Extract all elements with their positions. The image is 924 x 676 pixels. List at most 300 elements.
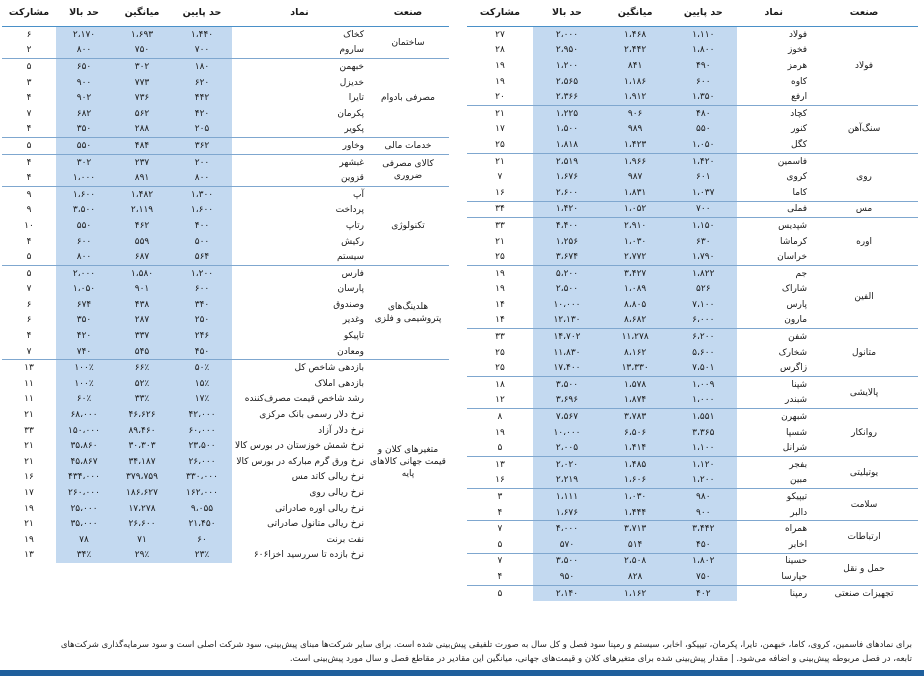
low-cell: ۷،۵۰۱ — [669, 360, 737, 376]
high-cell: ۴۲۰ — [56, 328, 112, 344]
low-cell: ۱،۰۰۹ — [669, 377, 737, 393]
high-cell: ۱،۵۰۰ — [533, 122, 601, 138]
low-cell: ۱،۴۲۰ — [669, 153, 737, 169]
sector-cell: ساختمان — [391, 37, 425, 48]
low-cell: ۱،۴۴۰ — [172, 27, 232, 43]
average-cell: ۱،۴۲۳ — [601, 137, 669, 153]
sector-cell: روی — [810, 153, 918, 201]
low-cell: ۳۴۰ — [172, 297, 232, 313]
average-cell: ۲۶،۶۰۰ — [112, 516, 172, 532]
average-cell: ۱،۴۸۵ — [601, 457, 669, 473]
participation-cell: ۳۴ — [467, 201, 533, 218]
high-cell: ۶۸،۰۰۰ — [56, 407, 112, 423]
high-cell: ۵۷۰ — [533, 537, 601, 553]
symbol-cell: وخاور — [232, 138, 367, 155]
symbol-cell: شخارک — [778, 347, 808, 358]
average-cell: ۳۰۲ — [112, 59, 172, 75]
high-cell: ۲،۲۱۹ — [533, 473, 601, 489]
average-cell: ۲،۴۴۲ — [601, 43, 669, 59]
symbol-cell: کاوه — [790, 76, 808, 87]
table-row — [467, 27, 918, 43]
participation-cell: ۱۱ — [24, 394, 34, 405]
average-cell: ۸۹۱ — [112, 170, 172, 186]
high-cell: ۲،۱۴۰ — [533, 585, 601, 601]
low-cell: ۱،۳۰۰ — [172, 186, 232, 202]
high-cell: ۱،۶۰۰ — [56, 186, 112, 202]
table-row — [467, 553, 918, 569]
sector-cell: تجهیزات صنعتی — [810, 585, 918, 601]
high-cell: ۳۵۰ — [56, 122, 112, 138]
high-cell: ۴،۴۰۰ — [533, 218, 601, 234]
average-cell: ۳۷۹،۷۵۹ — [112, 470, 172, 486]
average-cell: ۹۰۱ — [112, 282, 172, 298]
sector-cell: سلامت — [810, 489, 918, 521]
participation-cell: ۶ — [26, 315, 32, 326]
participation-cell: ۱۴ — [495, 315, 505, 326]
symbol-cell: نفت برنت — [326, 534, 364, 545]
high-cell: ۹۰۲ — [56, 90, 112, 106]
high-cell: ۳،۵۰۰ — [533, 553, 601, 569]
symbol-cell: خراسان — [777, 252, 808, 263]
table-row — [467, 105, 918, 121]
low-cell: ۹۸۰ — [669, 489, 737, 505]
high-cell: ۶۰٪ — [56, 392, 112, 408]
symbol-cell: شرانل — [782, 443, 808, 454]
average-cell: ۱،۹۱۲ — [601, 89, 669, 105]
average-cell: ۱،۵۷۸ — [601, 377, 669, 393]
high-cell: ۸۰۰ — [56, 249, 112, 265]
average-cell: ۳۳۷ — [112, 328, 172, 344]
participation-cell: ۲۷ — [495, 29, 505, 40]
average-cell: ۱،۱۸۶ — [601, 74, 669, 90]
participation-cell: ۴ — [26, 124, 32, 135]
participation-cell: ۲ — [26, 45, 32, 56]
participation-cell: ۱۰ — [24, 220, 34, 231]
low-cell: ۷۰۰ — [172, 43, 232, 59]
average-cell: ۱،۸۷۴ — [601, 393, 669, 409]
average-cell: ۱۸۶،۶۲۷ — [112, 485, 172, 501]
sector-cell: اوره — [810, 218, 918, 266]
symbol-cell: شبهرن — [737, 409, 810, 425]
high-cell: ۱۰۰٪ — [56, 360, 112, 376]
symbol-cell: فاسمین — [737, 153, 810, 169]
symbol-cell: بازدهی املاک — [314, 378, 364, 389]
table-row — [467, 153, 918, 169]
table-row — [467, 489, 918, 505]
footer-bar — [0, 670, 924, 676]
table-row — [2, 186, 449, 202]
average-cell: ۳،۷۸۳ — [601, 409, 669, 425]
high-cell: ۳۵،۸۶۰ — [56, 438, 112, 454]
participation-cell: ۷ — [467, 521, 533, 537]
low-cell: ۴۰۰ — [172, 218, 232, 234]
average-cell: ۹۸۹ — [601, 122, 669, 138]
symbol-cell: کرماشا — [779, 236, 808, 247]
symbol-cell: فولاد — [788, 29, 808, 40]
low-cell: ۷۵۰ — [669, 569, 737, 585]
participation-cell: ۱۳ — [2, 360, 56, 376]
symbol-cell: خدیزل — [339, 77, 364, 88]
participation-cell: ۷ — [26, 346, 32, 357]
low-cell: ۱۷٪ — [172, 392, 232, 408]
low-cell: ۲۶،۰۰۰ — [172, 454, 232, 470]
average-cell: ۷۱ — [112, 532, 172, 548]
symbol-cell: نرخ ریالی کاتد مس — [291, 472, 364, 483]
participation-cell: ۱۶ — [24, 472, 34, 483]
high-cell: ۱۴،۷۰۲ — [533, 329, 601, 345]
participation-cell: ۱۳ — [24, 550, 34, 561]
high-cell: ۲،۵۶۵ — [533, 74, 601, 90]
high-cell: ۵۵۰ — [56, 138, 112, 155]
symbol-cell: شاراک — [781, 284, 808, 295]
participation-cell: ۲۵ — [495, 363, 505, 374]
average-cell: ۱،۴۶۸ — [601, 27, 669, 43]
symbol-cell: رمپنا — [737, 585, 810, 601]
sector-cell: فولاد — [854, 60, 874, 71]
average-cell: ۵۶۲ — [112, 106, 172, 122]
high-cell: ۱،۲۰۰ — [533, 58, 601, 74]
low-cell: ۵۰٪ — [172, 360, 232, 376]
low-cell: ۱،۰۵۰ — [669, 137, 737, 153]
high-cell: ۷،۵۶۷ — [533, 409, 601, 425]
footnote-line-1: برای نمادهای فاسمین، کروی، کاما، خبهمن، تایرا، پکرمان، تیپیکو، اخابر، سیستم و رمپنا سود فصل و کل سال به صورت تلفیقی پیش‌بینی شده است. برای سایر شرکت‌ها مبنای پیش‌بینی، سود شرکت اصلی است و سود سرمایه‌گذاری شرکت‌های — [60, 640, 912, 650]
table-row — [467, 201, 918, 218]
average-cell: ۲،۷۷۲ — [601, 249, 669, 265]
participation-cell: ۱۸ — [467, 377, 533, 393]
high-cell: ۱،۰۰۰ — [56, 170, 112, 186]
symbol-cell: کگل — [791, 139, 808, 150]
header-participation: مشارکت — [2, 0, 56, 27]
high-cell: ۷۸ — [56, 532, 112, 548]
average-cell: ۸،۱۶۲ — [601, 345, 669, 361]
symbol-cell: رتاپ — [345, 220, 364, 231]
header-symbol: نماد — [737, 0, 810, 27]
symbol-cell: نرخ دلار آزاد — [318, 425, 364, 436]
symbol-cell: سیستم — [337, 252, 364, 263]
table-row — [467, 585, 918, 601]
low-cell: ۱،۱۰۰ — [669, 440, 737, 456]
low-cell: ۲۵۰ — [172, 313, 232, 329]
average-cell: ۱،۰۵۲ — [601, 201, 669, 218]
high-cell: ۳،۶۷۴ — [533, 249, 601, 265]
symbol-cell: نرخ بازده تا سررسید اخزا۶۰۶ — [253, 550, 364, 561]
high-cell: ۶۵۰ — [56, 59, 112, 75]
sector-cell: یوتیلیتی — [810, 457, 918, 489]
sector-cell: مصرفی بادوام — [367, 59, 449, 138]
average-cell: ۱،۰۳۰ — [601, 489, 669, 505]
sector-cell: کالای مصرفی ضروری — [367, 154, 449, 186]
table-row — [467, 409, 918, 425]
participation-cell: ۷ — [26, 284, 32, 295]
participation-cell: ۵ — [2, 138, 56, 155]
low-cell: ۲۳٪ — [172, 548, 232, 564]
symbol-cell: شپنا — [737, 377, 810, 393]
high-cell: ۲۶۰،۰۰۰ — [56, 485, 112, 501]
high-cell: ۹۵۰ — [533, 569, 601, 585]
high-cell: ۱۷،۴۰۰ — [533, 360, 601, 376]
average-cell: ۸،۶۸۲ — [601, 313, 669, 329]
participation-cell: ۵ — [497, 539, 503, 550]
participation-cell: ۵ — [26, 252, 32, 263]
average-cell: ۲۸۸ — [112, 122, 172, 138]
low-cell: ۳۳۰،۰۰۰ — [172, 470, 232, 486]
symbol-cell: کروی — [786, 172, 808, 183]
symbol-cell: پکویر — [344, 124, 364, 135]
low-cell: ۶۰ — [172, 532, 232, 548]
table-row — [2, 154, 449, 170]
high-cell: ۲۵،۰۰۰ — [56, 501, 112, 517]
average-cell: ۸۲۸ — [601, 569, 669, 585]
symbol-cell: شپدیس — [737, 218, 810, 234]
low-cell: ۵۵۰ — [669, 122, 737, 138]
forecast-table-right — [467, 0, 918, 601]
low-cell: ۲۱،۴۵۰ — [172, 516, 232, 532]
high-cell: ۱،۲۲۵ — [533, 105, 601, 121]
participation-cell: ۲۰ — [495, 92, 505, 103]
symbol-cell: جم — [737, 265, 810, 281]
low-cell: ۶،۰۰۰ — [669, 313, 737, 329]
low-cell: ۵۲۶ — [669, 282, 737, 298]
sector-cell: الفین — [810, 265, 918, 328]
participation-cell: ۸ — [467, 409, 533, 425]
participation-cell: ۱۹ — [495, 284, 505, 295]
table-row — [467, 329, 918, 345]
participation-cell: ۷ — [497, 172, 503, 183]
symbol-cell: آپ — [232, 186, 367, 202]
low-cell: ۶۰،۰۰۰ — [172, 423, 232, 439]
participation-cell: ۱۶ — [495, 187, 505, 198]
participation-cell: ۳۳ — [24, 425, 34, 436]
high-cell: ۶۰۰ — [56, 234, 112, 250]
low-cell: ۴۲،۰۰۰ — [172, 407, 232, 423]
symbol-cell: فخوز — [787, 45, 808, 56]
participation-cell: ۲۱ — [24, 441, 34, 452]
header-symbol: نماد — [232, 0, 367, 27]
high-cell: ۳۴٪ — [56, 548, 112, 564]
symbol-cell: کخاک — [343, 29, 364, 40]
average-cell: ۲،۹۱۰ — [601, 218, 669, 234]
symbol-cell: شفن — [737, 329, 810, 345]
high-cell: ۲،۰۲۰ — [533, 457, 601, 473]
table-row — [2, 59, 449, 75]
symbol-cell: وصندوق — [333, 299, 364, 310]
high-cell: ۳۵،۰۰۰ — [56, 516, 112, 532]
participation-cell: ۱۹ — [24, 534, 34, 545]
participation-cell: ۳۳ — [467, 218, 533, 234]
participation-cell: ۴ — [497, 571, 503, 582]
average-cell: ۱۱،۲۷۸ — [601, 329, 669, 345]
high-cell: ۳،۶۹۶ — [533, 393, 601, 409]
table-row — [2, 138, 449, 155]
symbol-cell: تاپیکو — [343, 331, 364, 342]
low-cell: ۹،۰۵۵ — [172, 501, 232, 517]
low-cell: ۱،۱۱۰ — [669, 27, 737, 43]
low-cell: ۱،۳۵۰ — [669, 89, 737, 105]
low-cell: ۷،۱۰۰ — [669, 297, 737, 313]
high-cell: ۲،۹۵۰ — [533, 43, 601, 59]
symbol-cell: ساروم — [339, 45, 364, 56]
low-cell: ۱،۱۲۰ — [669, 457, 737, 473]
low-cell: ۶۲۰ — [172, 75, 232, 91]
average-cell: ۱،۶۰۶ — [601, 473, 669, 489]
symbol-cell: دالبر — [790, 507, 808, 518]
symbol-cell: حسینا — [737, 553, 810, 569]
high-cell: ۱۲،۱۳۰ — [533, 313, 601, 329]
high-cell: ۶۸۲ — [56, 106, 112, 122]
participation-cell: ۱۹ — [24, 503, 34, 514]
low-cell: ۲۰۰ — [172, 154, 232, 170]
participation-cell: ۵ — [467, 585, 533, 601]
table-row — [2, 265, 449, 281]
low-cell: ۶۰۱ — [669, 169, 737, 185]
high-cell: ۱،۲۵۶ — [533, 234, 601, 250]
symbol-cell: هرمز — [787, 60, 808, 71]
sector-cell: ارتباطات — [810, 521, 918, 553]
participation-cell: ۴ — [26, 236, 32, 247]
symbol-cell: زاگرس — [779, 363, 808, 374]
symbol-cell: نرخ ریالی روی — [309, 488, 364, 499]
participation-cell: ۱۲ — [495, 395, 505, 406]
participation-cell: ۲۸ — [495, 45, 505, 56]
high-cell: ۱،۱۱۱ — [533, 489, 601, 505]
low-cell: ۹۰۰ — [669, 505, 737, 521]
low-cell: ۱،۷۹۰ — [669, 249, 737, 265]
symbol-cell: نرخ شمش خوزستان در بورس کالا — [235, 441, 364, 452]
high-cell: ۳،۵۰۰ — [533, 377, 601, 393]
low-cell: ۳،۴۴۲ — [669, 521, 737, 537]
participation-cell: ۱۹ — [495, 427, 505, 438]
average-cell: ۱،۴۸۲ — [112, 186, 172, 202]
table-row — [467, 377, 918, 393]
average-cell: ۱،۹۶۶ — [601, 153, 669, 169]
average-cell: ۱،۴۴۴ — [601, 505, 669, 521]
low-cell: ۱،۱۵۰ — [669, 218, 737, 234]
participation-cell: ۶ — [26, 299, 32, 310]
average-cell: ۹۸۷ — [601, 169, 669, 185]
low-cell: ۱۸۰ — [172, 59, 232, 75]
participation-cell: ۷ — [26, 108, 32, 119]
symbol-cell: نرخ دلار رسمی بانک مرکزی — [259, 410, 364, 421]
low-cell: ۴۸۰ — [669, 105, 737, 121]
symbol-cell: پارس — [786, 299, 808, 310]
high-cell: ۲،۰۰۵ — [533, 440, 601, 456]
low-cell: ۱،۲۰۰ — [669, 473, 737, 489]
high-cell: ۱،۶۷۶ — [533, 505, 601, 521]
participation-cell: ۱۹ — [495, 76, 505, 87]
average-cell: ۱،۸۳۱ — [601, 185, 669, 201]
average-cell: ۴۸۴ — [112, 138, 172, 155]
symbol-cell: مبین — [789, 475, 808, 486]
low-cell: ۱،۸۲۲ — [669, 265, 737, 281]
low-cell: ۴۵۰ — [172, 344, 232, 360]
symbol-cell: شسپا — [786, 427, 808, 438]
high-cell: ۱،۶۷۶ — [533, 169, 601, 185]
low-cell: ۴۲۰ — [172, 106, 232, 122]
symbol-cell: ارفع — [791, 92, 808, 103]
symbol-cell: شبندر — [785, 395, 808, 406]
average-cell: ۶۶٪ — [112, 360, 172, 376]
symbol-cell: نرخ ریالی اوره صادراتی — [275, 503, 364, 514]
participation-cell: ۲۱ — [24, 519, 34, 530]
average-cell: ۵۱۴ — [601, 537, 669, 553]
participation-cell: ۲۵ — [495, 252, 505, 263]
high-cell: ۱،۴۲۰ — [533, 201, 601, 218]
low-cell: ۵،۶۰۰ — [669, 345, 737, 361]
average-cell: ۴۳۸ — [112, 297, 172, 313]
low-cell: ۴۵۰ — [669, 537, 737, 553]
low-cell: ۱،۸۰۰ — [669, 43, 737, 59]
participation-cell: ۱۹ — [467, 265, 533, 281]
sector-cell: متغیرهای کلان و قیمت جهانی کالاهای پایه — [367, 360, 449, 563]
table-row — [2, 360, 449, 376]
average-cell: ۳۴،۱۸۷ — [112, 454, 172, 470]
header-high: حد بالا — [533, 0, 601, 27]
symbol-cell: اخابر — [788, 539, 808, 550]
high-cell: ۲،۳۶۶ — [533, 89, 601, 105]
average-cell: ۱،۶۹۳ — [112, 27, 172, 43]
table-row — [467, 521, 918, 537]
symbol-cell: پکرمان — [337, 108, 364, 119]
table-row — [467, 457, 918, 473]
symbol-cell: پارسان — [337, 284, 364, 295]
low-cell: ۱۶۲،۰۰۰ — [172, 485, 232, 501]
average-cell: ۱،۰۳۰ — [601, 234, 669, 250]
low-cell: ۱،۸۰۲ — [669, 553, 737, 569]
sector-cell: روانکار — [810, 409, 918, 457]
average-cell: ۶۸۷ — [112, 249, 172, 265]
symbol-cell: خبهمن — [232, 59, 367, 75]
high-cell: ۲،۱۷۰ — [56, 27, 112, 43]
low-cell: ۸۰۰ — [172, 170, 232, 186]
average-cell: ۳،۷۱۳ — [601, 521, 669, 537]
header-average: میانگین — [112, 0, 172, 27]
low-cell: ۵۶۴ — [172, 249, 232, 265]
high-cell: ۲،۰۰۰ — [56, 265, 112, 281]
average-cell: ۹۰۶ — [601, 105, 669, 121]
symbol-cell: ومعادن — [337, 346, 364, 357]
average-cell: ۱،۵۸۰ — [112, 265, 172, 281]
high-cell: ۱۵۰،۰۰۰ — [56, 423, 112, 439]
header-low: حد پایین — [172, 0, 232, 27]
low-cell: ۶۰۰ — [669, 74, 737, 90]
high-cell: ۵،۲۰۰ — [533, 265, 601, 281]
high-cell: ۴،۰۰۰ — [533, 521, 601, 537]
low-cell: ۱،۲۰۰ — [172, 265, 232, 281]
symbol-cell: بازدهی شاخص کل — [232, 360, 367, 376]
participation-cell: ۱۴ — [495, 299, 505, 310]
symbol-cell: حپارسا — [781, 571, 808, 582]
table-row — [2, 27, 449, 43]
low-cell: ۶۳۰ — [669, 234, 737, 250]
high-cell: ۲،۵۱۹ — [533, 153, 601, 169]
low-cell: ۵۰۰ — [172, 234, 232, 250]
participation-cell: ۴ — [26, 93, 32, 104]
low-cell: ۱،۵۵۱ — [669, 409, 737, 425]
symbol-cell: غبشهر — [232, 154, 367, 170]
participation-cell: ۱۷ — [495, 124, 505, 135]
average-cell: ۷۷۳ — [112, 75, 172, 91]
participation-cell: ۲۱ — [24, 410, 34, 421]
low-cell: ۳۶۲ — [172, 138, 232, 155]
high-cell: ۱۰،۰۰۰ — [533, 425, 601, 441]
sector-cell: هلدینگ‌های پتروشیمی و فلزی — [367, 265, 449, 360]
participation-cell: ۴ — [2, 154, 56, 170]
participation-cell: ۴ — [26, 173, 32, 184]
participation-cell: ۶ — [26, 29, 32, 40]
participation-cell: ۲۱ — [467, 153, 533, 169]
participation-cell: ۱۷ — [24, 488, 34, 499]
low-cell: ۴۰۲ — [669, 585, 737, 601]
